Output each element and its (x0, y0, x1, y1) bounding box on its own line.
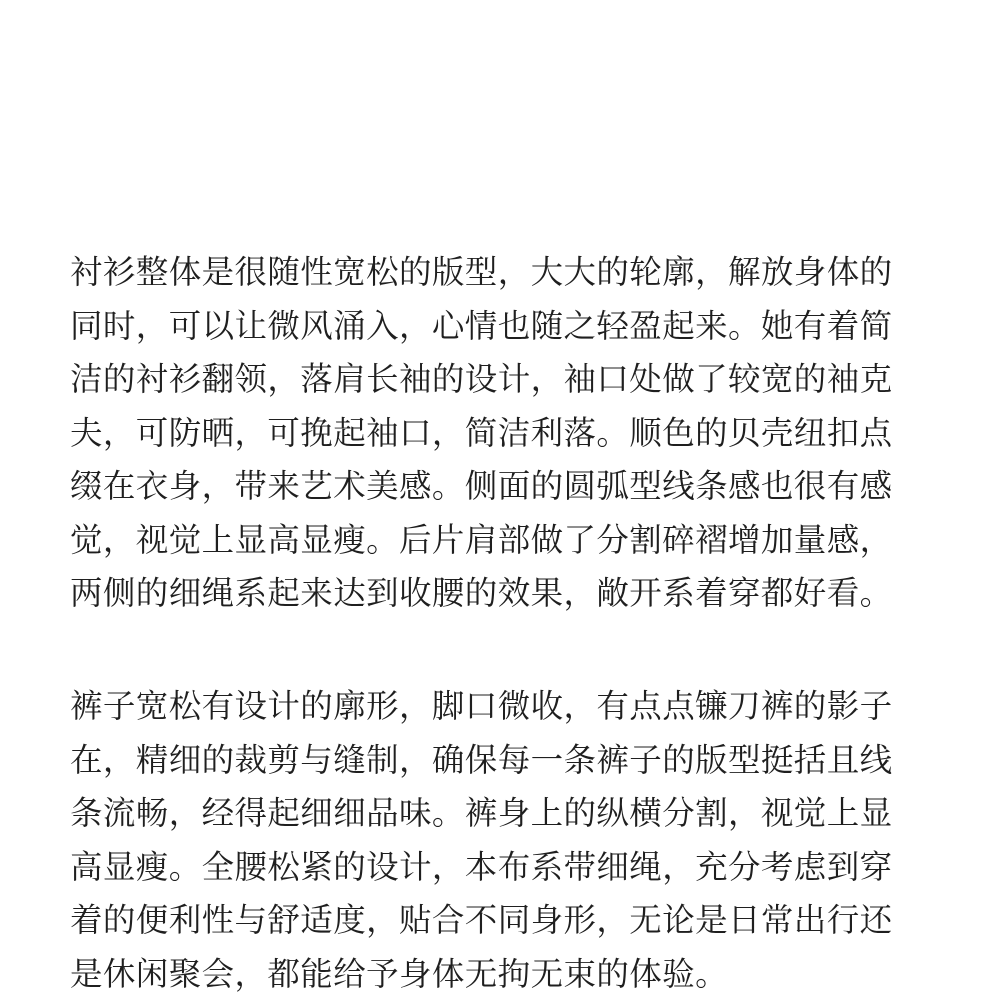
shirt-description-paragraph (70, 246, 920, 621)
text-line: 洁的衬衫翻领，落肩长袖的设计，袖口处做了较宽的袖克 (70, 353, 920, 407)
text-line: 衬衫整体是很随性宽松的版型，大大的轮廓，解放身体的 (70, 246, 920, 300)
text-line: 两侧的细绳系起来达到收腰的效果，敞开系着穿都好看。 (70, 567, 920, 621)
product-description (70, 246, 920, 1001)
text-line: 在，精细的裁剪与缝制，确保每一条裤子的版型挺括且线 (70, 734, 920, 788)
text-line: 夫，可防晒，可挽起袖口，简洁利落。顺色的贝壳纽扣点 (70, 407, 920, 461)
text-line: 是休闲聚会，都能给予身体无拘无束的体验。 (70, 948, 920, 1001)
text-line: 同时，可以让微风涌入，心情也随之轻盈起来。她有着简 (70, 300, 920, 354)
paragraph-gap (70, 621, 920, 681)
text-line: 着的便利性与舒适度，贴合不同身形，无论是日常出行还 (70, 894, 920, 948)
text-line: 裤子宽松有设计的廓形，脚口微收，有点点镰刀裤的影子 (70, 680, 920, 734)
text-line: 高显瘦。全腰松紧的设计，本布系带细绳，充分考虑到穿 (70, 841, 920, 895)
pants-description-paragraph (70, 680, 920, 1001)
text-line: 条流畅，经得起细细品味。裤身上的纵横分割，视觉上显 (70, 787, 920, 841)
text-line: 觉，视觉上显高显瘦。后片肩部做了分割碎褶增加量感， (70, 514, 920, 568)
text-line: 缀在衣身，带来艺术美感。侧面的圆弧型线条感也很有感 (70, 460, 920, 514)
